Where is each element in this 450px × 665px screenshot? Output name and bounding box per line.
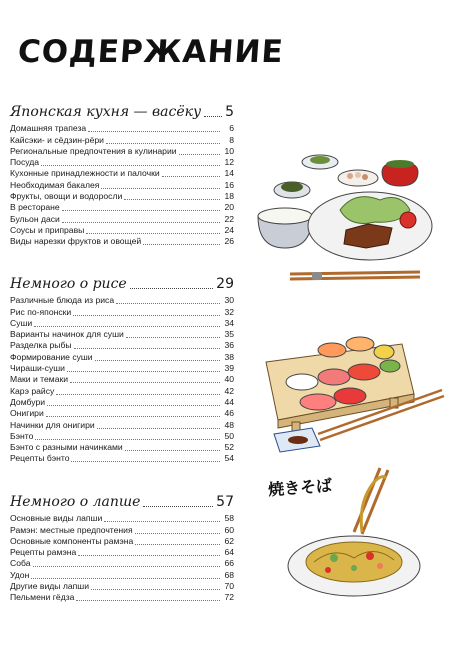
toc-entry-label: Начинки для онигири bbox=[10, 419, 95, 430]
toc-entry-page: 68 bbox=[224, 569, 234, 580]
toc-entry-label: Варианты начинок для суши bbox=[10, 329, 124, 340]
toc-entry[interactable] bbox=[10, 547, 234, 558]
toc-entry-page: 52 bbox=[224, 442, 234, 453]
toc-list bbox=[10, 295, 234, 464]
leader-dots bbox=[106, 143, 220, 144]
toc-entry-page: 64 bbox=[224, 547, 234, 558]
leader-dots bbox=[143, 244, 220, 245]
section-heading[interactable] bbox=[10, 276, 234, 292]
section-title: Японская кухня — васёку bbox=[10, 104, 202, 120]
leader-dots bbox=[97, 428, 220, 429]
toc-entry[interactable] bbox=[10, 202, 234, 213]
leader-dots bbox=[34, 326, 220, 327]
leader-dots bbox=[143, 506, 213, 507]
toc-entry[interactable] bbox=[10, 295, 234, 306]
toc-entry-label: Домбури bbox=[10, 396, 46, 407]
toc-entry[interactable] bbox=[10, 225, 234, 236]
toc-entry[interactable] bbox=[10, 363, 234, 374]
leader-dots bbox=[162, 176, 220, 177]
toc-entry-page: 38 bbox=[224, 351, 234, 362]
toc-entry-page: 62 bbox=[224, 535, 234, 546]
toc-entry-label: Необходимая бакалея bbox=[10, 179, 100, 190]
leader-dots bbox=[35, 439, 220, 440]
section-page: 57 bbox=[216, 494, 234, 510]
toc-entry[interactable] bbox=[10, 329, 234, 340]
toc-entry[interactable] bbox=[10, 524, 234, 535]
leader-dots bbox=[88, 131, 220, 132]
toc-entry-label: Бэнто bbox=[10, 430, 34, 441]
toc-entry[interactable] bbox=[10, 134, 234, 145]
toc-entry-label: Чираши-суши bbox=[10, 363, 65, 374]
toc-entry-page: 54 bbox=[224, 453, 234, 464]
leader-dots bbox=[76, 600, 220, 601]
leader-dots bbox=[95, 360, 220, 361]
toc-entry-page: 46 bbox=[224, 408, 234, 419]
toc-entry[interactable] bbox=[10, 419, 234, 430]
handwritten-caption: 焼きそば bbox=[267, 475, 333, 500]
toc-entry-label: Основные виды лапши bbox=[10, 513, 103, 524]
toc-entry[interactable] bbox=[10, 385, 234, 396]
toc-entry[interactable] bbox=[10, 157, 234, 168]
leader-dots bbox=[67, 371, 220, 372]
leader-dots bbox=[70, 382, 220, 383]
leader-dots bbox=[33, 566, 221, 567]
toc-entry[interactable] bbox=[10, 351, 234, 362]
toc-entry[interactable] bbox=[10, 431, 234, 442]
leader-dots bbox=[73, 315, 220, 316]
toc-entry[interactable] bbox=[10, 146, 234, 157]
toc-entry[interactable] bbox=[10, 306, 234, 317]
toc-entry-label: Пельмени гёдза bbox=[10, 592, 75, 603]
toc-entry-page: 34 bbox=[224, 317, 234, 328]
toc-entry-page: 60 bbox=[224, 524, 234, 535]
toc-entry-page: 26 bbox=[224, 236, 234, 247]
section-heading[interactable] bbox=[10, 104, 234, 120]
toc-entry[interactable] bbox=[10, 340, 234, 351]
toc-entry-label: Другие виды лапши bbox=[10, 581, 89, 592]
yakisoba-illustration bbox=[284, 462, 450, 612]
section-title: Немного о рисе bbox=[10, 276, 127, 292]
toc-entry-label: Суши bbox=[10, 317, 33, 328]
toc-section-noodles bbox=[10, 494, 234, 603]
toc-entry[interactable] bbox=[10, 442, 234, 453]
toc-entry-page: 70 bbox=[224, 581, 234, 592]
leader-dots bbox=[46, 416, 220, 417]
toc-entry[interactable] bbox=[10, 168, 234, 179]
toc-entry-page: 44 bbox=[224, 396, 234, 407]
toc-entry-page: 72 bbox=[224, 592, 234, 603]
toc-entry-page: 48 bbox=[224, 419, 234, 430]
leader-dots bbox=[126, 337, 220, 338]
toc-entry[interactable] bbox=[10, 179, 234, 190]
toc-entry-page: 66 bbox=[224, 558, 234, 569]
toc-entry[interactable] bbox=[10, 236, 234, 247]
toc-entry-label: Кухонные принадлежности и палочки bbox=[10, 168, 160, 179]
toc-list bbox=[10, 123, 234, 247]
toc-entry-label: В ресторане bbox=[10, 202, 60, 213]
leader-dots bbox=[47, 405, 220, 406]
toc-entry[interactable] bbox=[10, 397, 234, 408]
toc-entry[interactable] bbox=[10, 592, 234, 603]
toc-entry-label: Бульон даси bbox=[10, 213, 60, 224]
toc-section-rice bbox=[10, 276, 234, 464]
toc-entry-page: 18 bbox=[224, 191, 234, 202]
toc-entry[interactable] bbox=[10, 569, 234, 580]
toc-list bbox=[10, 513, 234, 603]
toc-entry[interactable] bbox=[10, 581, 234, 592]
leader-dots bbox=[91, 589, 220, 590]
toc-entry-page: 40 bbox=[224, 374, 234, 385]
toc-entry-label: Виды нарезки фруктов и овощей bbox=[10, 236, 142, 247]
section-title: Немного о лапше bbox=[10, 494, 141, 510]
toc-entry-page: 32 bbox=[224, 306, 234, 317]
toc-entry-label: Карэ райсу bbox=[10, 385, 55, 396]
toc-entry-page: 12 bbox=[224, 157, 234, 168]
toc-entry[interactable] bbox=[10, 191, 234, 202]
toc-entry-page: 50 bbox=[224, 430, 234, 441]
leader-dots bbox=[101, 188, 220, 189]
section-heading[interactable] bbox=[10, 494, 234, 510]
leader-dots bbox=[130, 288, 213, 289]
toc-entry-label: Удон bbox=[10, 569, 30, 580]
toc-entry-label: Разделка рыбы bbox=[10, 340, 72, 351]
toc-entry[interactable] bbox=[10, 408, 234, 419]
toc-entry-label: Рамэн: местные предпочтения bbox=[10, 524, 133, 535]
toc-entry-label: Рецепты бэнто bbox=[10, 453, 70, 464]
toc-entry[interactable] bbox=[10, 318, 234, 329]
leader-dots bbox=[124, 199, 220, 200]
leader-dots bbox=[116, 303, 220, 304]
toc-entry-label: Основные компоненты рамэна bbox=[10, 535, 134, 546]
japanese-meal-illustration bbox=[250, 148, 450, 288]
leader-dots bbox=[78, 555, 220, 556]
toc-entry[interactable] bbox=[10, 536, 234, 547]
leader-dots bbox=[135, 544, 220, 545]
toc-entry-page: 8 bbox=[229, 134, 234, 145]
section-page: 5 bbox=[225, 104, 234, 120]
toc-entry-label: Маки и темаки bbox=[10, 374, 69, 385]
leader-dots bbox=[86, 233, 220, 234]
leader-dots bbox=[62, 210, 220, 211]
leader-dots bbox=[125, 450, 220, 451]
toc-entry-page: 10 bbox=[224, 145, 234, 156]
page-title: СОДЕРЖАНИЕ bbox=[16, 34, 285, 70]
toc-entry-label: Посуда bbox=[10, 157, 40, 168]
leader-dots bbox=[74, 348, 220, 349]
toc-entry-page: 22 bbox=[224, 213, 234, 224]
toc-entry-page: 42 bbox=[224, 385, 234, 396]
toc-entry[interactable] bbox=[10, 453, 234, 464]
leader-dots bbox=[179, 154, 220, 155]
toc-entry-label: Домашняя трапеза bbox=[10, 123, 87, 134]
toc-entry-page: 58 bbox=[224, 513, 234, 524]
leader-dots bbox=[41, 165, 220, 166]
toc-entry-page: 24 bbox=[224, 224, 234, 235]
leader-dots bbox=[204, 116, 222, 117]
leader-dots bbox=[62, 222, 220, 223]
toc-entry-label: Рецепты рамэна bbox=[10, 547, 77, 558]
leader-dots bbox=[31, 578, 220, 579]
toc-entry-label: Региональные предпочтения в кулинарии bbox=[10, 145, 177, 156]
toc-entry[interactable] bbox=[10, 558, 234, 569]
toc-entry[interactable] bbox=[10, 213, 234, 224]
toc-entry[interactable] bbox=[10, 374, 234, 385]
toc-section-japanese-cuisine bbox=[10, 104, 234, 247]
toc-entry-page: 20 bbox=[224, 202, 234, 213]
toc-entry-page: 14 bbox=[224, 168, 234, 179]
toc-entry-label: Формирование суши bbox=[10, 351, 93, 362]
toc-entry-label: Различные блюда из риса bbox=[10, 295, 115, 306]
toc-entry-label: Кайсэки- и сёдзин-рёри bbox=[10, 134, 104, 145]
sushi-board-illustration bbox=[262, 322, 450, 462]
toc-entry-page: 30 bbox=[224, 295, 234, 306]
toc-entry-label: Соба bbox=[10, 558, 31, 569]
toc-entry-page: 6 bbox=[229, 123, 234, 134]
leader-dots bbox=[104, 521, 220, 522]
toc-entry-label: Бэнто с разными начинками bbox=[10, 442, 123, 453]
toc-entry[interactable] bbox=[10, 513, 234, 524]
toc-entry-label: Рис по-японски bbox=[10, 306, 72, 317]
leader-dots bbox=[135, 533, 220, 534]
toc-entry-page: 36 bbox=[224, 340, 234, 351]
toc-entry-page: 16 bbox=[224, 179, 234, 190]
leader-dots bbox=[56, 394, 220, 395]
section-page: 29 bbox=[216, 276, 234, 292]
leader-dots bbox=[71, 461, 220, 462]
toc-entry-label: Фрукты, овощи и водоросли bbox=[10, 191, 123, 202]
toc-entry[interactable] bbox=[10, 123, 234, 134]
toc-entry-label: Онигири bbox=[10, 408, 44, 419]
toc-entry-page: 39 bbox=[224, 363, 234, 374]
toc-entry-page: 35 bbox=[224, 329, 234, 340]
toc-entry-label: Соусы и приправы bbox=[10, 224, 85, 235]
